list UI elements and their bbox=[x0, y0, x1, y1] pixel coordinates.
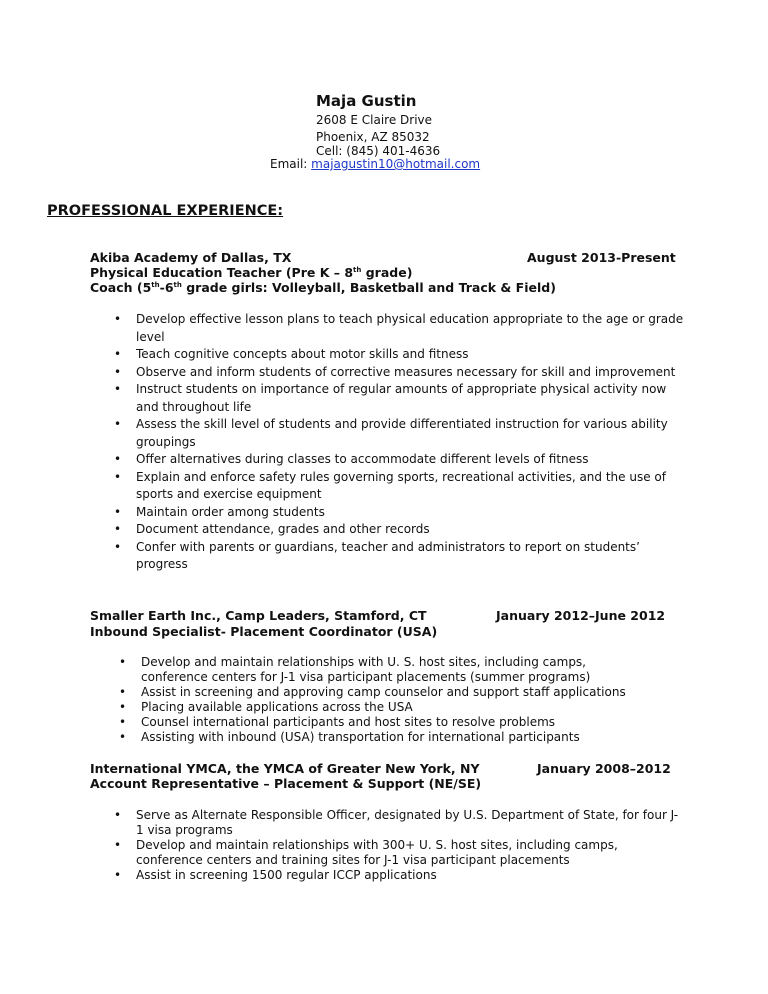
section-title: PROFESSIONAL EXPERIENCE: bbox=[47, 203, 284, 219]
coach-sup-2: th bbox=[173, 281, 182, 289]
list-item: • Maintain order among students bbox=[136, 504, 686, 522]
job-1-org: Akiba Academy of Dallas, TX bbox=[90, 250, 292, 265]
list-item: • Explain and enforce safety rules governing sports, recreational activities, and the use of sports and exercise equipment bbox=[136, 469, 686, 504]
job-3-dates: January 2008–2012 bbox=[537, 761, 671, 776]
list-item: • Assist in screening 1500 regular ICCP applications bbox=[136, 868, 681, 883]
list-item: • Develop effective lesson plans to teach physical education appropriate to the age or grade level bbox=[136, 311, 686, 346]
coach-text-c: grade girls: Volleyball, Basketball and Track & Field) bbox=[181, 280, 556, 295]
list-item: • Assess the skill level of students and provide differentiated instruction for various ability groupings bbox=[136, 416, 686, 451]
job-1-title-text: Physical Education Teacher (Pre K – 8 bbox=[90, 265, 354, 280]
address-line-2: Phoenix, AZ 85032 bbox=[316, 130, 430, 144]
list-item: • Confer with parents or guardians, teacher and administrators to report on students’ progress bbox=[136, 539, 686, 574]
email-link[interactable]: majagustin10@hotmail.com bbox=[311, 157, 481, 171]
job-3-title: Account Representative – Placement & Support (NE/SE) bbox=[90, 776, 482, 791]
job-1-dates: August 2013-Present bbox=[527, 250, 676, 265]
list-item: • Observe and inform students of corrective measures necessary for skill and improvement bbox=[136, 364, 686, 382]
list-item: • Teach cognitive concepts about motor skills and fitness bbox=[136, 346, 686, 364]
address-line-1: 2608 E Claire Drive bbox=[316, 113, 433, 127]
job-3-bullets bbox=[136, 808, 681, 883]
list-item: • Instruct students on importance of regular amounts of appropriate physical activity now and throughout life bbox=[136, 381, 686, 416]
list-item: • Develop and maintain relationships with 300+ U. S. host sites, including camps, conference centers and training sites for J-1 visa participant placements bbox=[136, 838, 681, 868]
list-item: • Develop and maintain relationships with U. S. host sites, including camps, conference centers for J-1 visa participant placements (summer programs) bbox=[141, 655, 651, 685]
job-3-org: International YMCA, the YMCA of Greater New York, NY bbox=[90, 761, 480, 776]
cell-phone: Cell: (845) 401-4636 bbox=[316, 144, 441, 158]
list-item: • Document attendance, grades and other records bbox=[136, 521, 686, 539]
list-item: • Counsel international participants and host sites to resolve problems bbox=[141, 715, 651, 730]
coach-text-b: -6 bbox=[159, 280, 174, 295]
job-1-bullets bbox=[136, 311, 686, 574]
job-2-title: Inbound Specialist- Placement Coordinator (USA) bbox=[90, 624, 438, 639]
job-2-dates: January 2012–June 2012 bbox=[496, 608, 666, 623]
candidate-name: Maja Gustin bbox=[316, 92, 417, 110]
list-item: • Serve as Alternate Responsible Officer, designated by U.S. Department of State, for four J-1 visa programs bbox=[136, 808, 681, 838]
list-item: • Assisting with inbound (USA) transportation for international participants bbox=[141, 730, 651, 745]
email-label: Email: bbox=[270, 157, 308, 171]
coach-sup-1: th bbox=[151, 281, 160, 289]
job-1-title-text-end: grade) bbox=[361, 265, 413, 280]
job-1-title-sup: th bbox=[353, 266, 362, 274]
job-2-bullets bbox=[141, 655, 651, 745]
list-item: • Assist in screening and approving camp counselor and support staff applications bbox=[141, 685, 651, 700]
coach-text-a: Coach (5 bbox=[90, 280, 152, 295]
list-item: • Offer alternatives during classes to accommodate different levels of fitness bbox=[136, 451, 686, 469]
list-item: • Placing available applications across the USA bbox=[141, 700, 651, 715]
email-line bbox=[270, 157, 480, 171]
job-1-title bbox=[90, 265, 412, 280]
job-2-org: Smaller Earth Inc., Camp Leaders, Stamford, CT bbox=[90, 608, 427, 623]
job-1-coach bbox=[90, 280, 556, 295]
